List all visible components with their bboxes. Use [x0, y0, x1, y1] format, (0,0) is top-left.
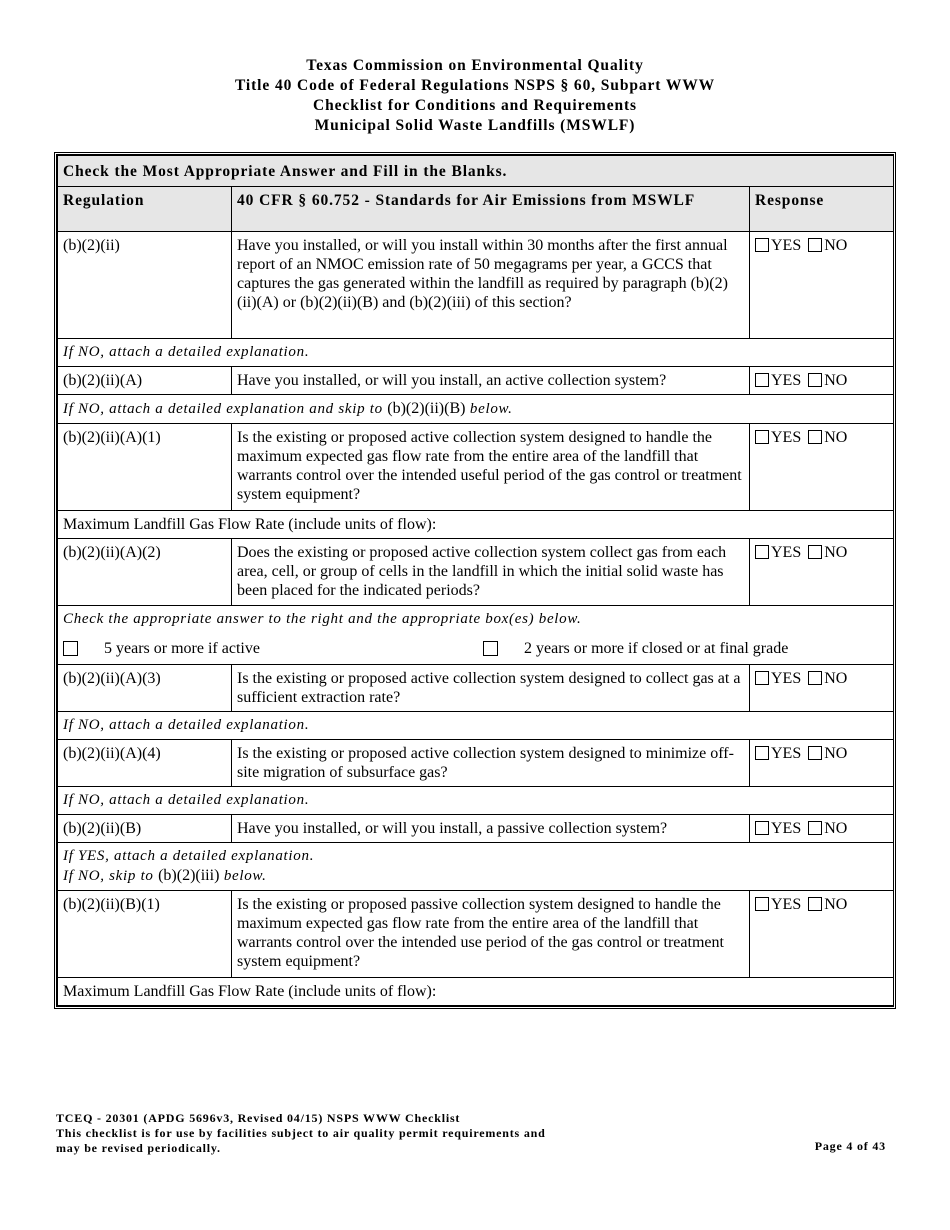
response-cell: [750, 232, 894, 339]
period-active-option: [63, 639, 483, 658]
period-options: [63, 638, 888, 658]
yes-label: YES: [771, 372, 802, 389]
note-row: [58, 606, 894, 665]
question-cell: Does the existing or proposed active collection system collect gas from each area, cell, or group of cells in the landfill in which the initial solid waste has been placed for the indicated periods?: [232, 539, 750, 606]
checklist-title: Checklist for Conditions and Requirements: [313, 97, 637, 114]
period-active-checkbox[interactable]: [63, 641, 78, 656]
regulation-cell: (b)(2)(ii)(A)(1): [58, 424, 232, 511]
note-cell: [58, 843, 894, 891]
no-checkbox[interactable]: [808, 897, 822, 911]
yes-label: YES: [771, 670, 802, 687]
page-number: Page 4 of 43: [814, 1139, 886, 1153]
table-row: [58, 232, 894, 339]
note-row: [58, 843, 894, 891]
response-column-header: Response: [750, 187, 894, 232]
yes-checkbox[interactable]: [755, 238, 769, 252]
checklist-table: [57, 155, 894, 1006]
table-row: [58, 367, 894, 395]
fill-in-row: [58, 511, 894, 539]
instruction-row: [58, 156, 894, 187]
yes-label: YES: [771, 237, 802, 254]
note-row: [58, 339, 894, 367]
period-cell: [58, 606, 894, 665]
question-cell: Have you installed, or will you install, a passive collection system?: [232, 815, 750, 843]
period-closed-label: 2 years or more if closed or at final grade: [524, 639, 789, 657]
table-row: [58, 891, 894, 978]
note-text: Check the appropriate answer to the right and the appropriate box(es) below.: [63, 611, 582, 627]
no-label: NO: [824, 896, 848, 913]
note-cell: [58, 395, 894, 424]
no-checkbox[interactable]: [808, 373, 822, 387]
no-checkbox[interactable]: [808, 238, 822, 252]
response-cell: [750, 740, 894, 787]
max-flow-rate-field[interactable]: Maximum Landfill Gas Flow Rate (include units of flow):: [58, 978, 894, 1006]
response-cell: [750, 367, 894, 395]
regulation-cell: (b)(2)(ii)(A): [58, 367, 232, 395]
note-row: [58, 712, 894, 740]
yes-checkbox[interactable]: [755, 821, 769, 835]
note-skip-line: [63, 866, 888, 886]
response-cell: [750, 665, 894, 712]
regulation-cell: (b)(2)(ii)(A)(3): [58, 665, 232, 712]
regulation-cell: (b)(2)(ii)(A)(4): [58, 740, 232, 787]
note-suffix: below.: [223, 868, 267, 884]
note-text: If NO, attach a detailed explanation.: [58, 787, 894, 815]
regulation-column-header: Regulation: [58, 187, 232, 232]
footer-form-number: TCEQ - 20301 (APDG 5696v3, Revised 04/15) NSPS WWW Checklist: [56, 1111, 461, 1125]
no-label: NO: [824, 372, 848, 389]
column-header-row: [58, 187, 894, 232]
facility-type-title: Municipal Solid Waste Landfills (MSWLF): [314, 117, 636, 134]
response-cell: [750, 815, 894, 843]
no-checkbox[interactable]: [808, 545, 822, 559]
no-label: NO: [824, 745, 848, 762]
standard-column-header: 40 CFR § 60.752 - Standards for Air Emissions from MSWLF: [232, 187, 750, 232]
yes-checkbox[interactable]: [755, 746, 769, 760]
footer-form-info: [56, 1111, 546, 1156]
agency-title: Texas Commission on Environmental Quality: [306, 57, 644, 74]
fill-in-row: [58, 978, 894, 1006]
instruction-text: Check the Most Appropriate Answer and Fill in the Blanks.: [58, 156, 894, 187]
checklist-form: [54, 152, 896, 1009]
note-text: If NO, attach a detailed explanation.: [58, 339, 894, 367]
table-row: [58, 815, 894, 843]
no-label: NO: [824, 429, 848, 446]
yes-checkbox[interactable]: [755, 430, 769, 444]
yes-label: YES: [771, 429, 802, 446]
table-row: [58, 740, 894, 787]
footer-usage-note: This checklist is for use by facilities subject to air quality permit requirements and: [56, 1126, 546, 1140]
max-flow-rate-field[interactable]: Maximum Landfill Gas Flow Rate (include units of flow):: [58, 511, 894, 539]
no-label: NO: [824, 544, 848, 561]
note-text: If YES, attach a detailed explanation.: [63, 848, 315, 864]
regulation-cell: (b)(2)(ii)(B): [58, 815, 232, 843]
no-checkbox[interactable]: [808, 671, 822, 685]
yes-checkbox[interactable]: [755, 545, 769, 559]
question-cell: Is the existing or proposed active collection system designed to collect gas at a sufficient extraction rate?: [232, 665, 750, 712]
footer-revision-note: may be revised periodically.: [56, 1141, 221, 1155]
question-cell: Is the existing or proposed active collection system designed to minimize off-site migration of subsurface gas?: [232, 740, 750, 787]
yes-checkbox[interactable]: [755, 373, 769, 387]
no-label: NO: [824, 670, 848, 687]
period-closed-checkbox[interactable]: [483, 641, 498, 656]
response-cell: [750, 424, 894, 511]
no-checkbox[interactable]: [808, 821, 822, 835]
response-cell: [750, 539, 894, 606]
document-header: [0, 56, 950, 136]
yes-checkbox[interactable]: [755, 897, 769, 911]
note-row: [58, 787, 894, 815]
regulation-cell: (b)(2)(ii)(B)(1): [58, 891, 232, 978]
response-cell: [750, 891, 894, 978]
period-active-label: 5 years or more if active: [104, 639, 260, 657]
table-row: [58, 665, 894, 712]
note-reference: (b)(2)(ii)(B): [387, 400, 466, 417]
note-suffix: below.: [469, 401, 513, 417]
question-cell: Have you installed, or will you install within 30 months after the first annual report of an NMOC emission rate of 50 megagrams per year, a GCCS that captures the gas generated within the landfill as required by paragraph (b)(2)(ii)(A) or (b)(2)(ii)(B) and (b)(2)(iii) of this section?: [232, 232, 750, 339]
yes-checkbox[interactable]: [755, 671, 769, 685]
question-cell: Is the existing or proposed active collection system designed to handle the maximum expected gas flow rate from the entire area of the landfill that warrants control over the intended useful period of the gas control or treatment system equipment?: [232, 424, 750, 511]
yes-label: YES: [771, 544, 802, 561]
no-label: NO: [824, 820, 848, 837]
yes-label: YES: [771, 745, 802, 762]
yes-label: YES: [771, 820, 802, 837]
note-skip-text: If NO, skip to: [63, 868, 154, 884]
regulation-cell: (b)(2)(ii)(A)(2): [58, 539, 232, 606]
note-text: If NO, attach a detailed explanation and skip to: [63, 401, 383, 417]
table-row: [58, 424, 894, 511]
no-checkbox[interactable]: [808, 746, 822, 760]
regulation-cell: (b)(2)(ii): [58, 232, 232, 339]
yes-label: YES: [771, 896, 802, 913]
note-reference: (b)(2)(iii): [158, 867, 220, 884]
no-checkbox[interactable]: [808, 430, 822, 444]
question-cell: Is the existing or proposed passive collection system designed to handle the maximum expected gas flow rate from the entire area of the landfill that warrants control over the intended use period of the gas control or treatment system equipment?: [232, 891, 750, 978]
regulation-title: Title 40 Code of Federal Regulations NSPS § 60, Subpart WWW: [234, 77, 716, 94]
note-row: [58, 395, 894, 424]
note-text: If NO, attach a detailed explanation.: [58, 712, 894, 740]
period-closed-option: [483, 639, 788, 658]
table-row: [58, 539, 894, 606]
question-cell: Have you installed, or will you install, an active collection system?: [232, 367, 750, 395]
no-label: NO: [824, 237, 848, 254]
